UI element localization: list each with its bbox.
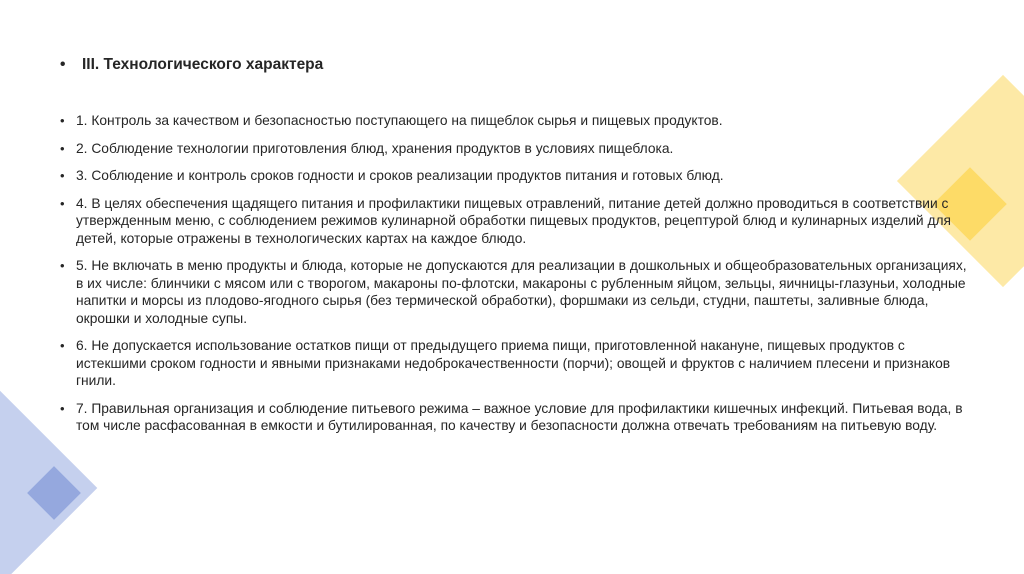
- bullet-icon: •: [60, 168, 65, 183]
- section-heading: [60, 56, 970, 74]
- list-item-text: 4. В целях обеспечения щадящего питания и профилактики пищевых отравлений, питание детей должно проводиться в соответствии с утвержденным меню, с соблюдением режимов кулинарной обработки пищевых продуктов, рецептурой блюд и кулинарных изделий для детей, которые отражены в технологических картах на каждое блюдо.: [76, 195, 952, 246]
- list-item-text: 5. Не включать в меню продукты и блюда, которые не допускаются для реализации в дошкольных и общеобразовательных организациях, в их числе: блинчики с мясом или с творогом, макароны по-флотски, макароны с рубленным яйцом, зельцы, яичницы-глазуньи, холодные напитки и морсы из плодово-ягодного сырья (без термической обработки), форшмаки из сельди, студни, паштеты, заливные блюда, окрошки и холодные супы.: [76, 258, 967, 326]
- bullet-icon: •: [60, 400, 65, 416]
- bullet-icon: •: [60, 195, 65, 211]
- bullet-icon: •: [60, 56, 66, 73]
- list-item-text: 3. Соблюдение и контроль сроков годности и сроков реализации продуктов питания и готовых блюд.: [76, 168, 724, 183]
- list-item: [60, 337, 970, 390]
- list-item: [60, 257, 970, 327]
- list-item-text: 7. Правильная организация и соблюдение питьевого режима – важное условие для профилактики кишечных инфекций. Питьевая вода, в том числе расфасованная в емкости и бутилированная, по качеству и безопасности должна отвечать требованиям на питьевую воду.: [76, 400, 963, 433]
- list-item: [60, 140, 970, 158]
- bullet-icon: •: [60, 140, 65, 156]
- bullet-icon: •: [60, 338, 65, 353]
- slide-content: [60, 56, 970, 445]
- list-item: [60, 195, 970, 248]
- bullet-icon: •: [60, 258, 65, 273]
- section-heading-text: III. Технологического характера: [82, 56, 324, 73]
- list-item: [60, 112, 970, 130]
- list-item-text: 2. Соблюдение технологии приготовления блюд, хранения продуктов в условиях пищеблока.: [76, 140, 674, 156]
- list-item-text: 6. Не допускается использование остатков пищи от предыдущего приема пищи, приготовленной накануне, пищевых продуктов с истекшими сроком годности и явными признаками недоброкачественности (порчи); овощей и фруктов с наличием плесени и признаков гнили.: [76, 338, 951, 388]
- bullet-icon: •: [60, 113, 65, 128]
- list-item-text: 1. Контроль за качеством и безопасностью поступающего на пищеблок сырья и пищевых продуктов.: [76, 113, 723, 128]
- list-item: [60, 400, 970, 435]
- list-item: [60, 167, 970, 185]
